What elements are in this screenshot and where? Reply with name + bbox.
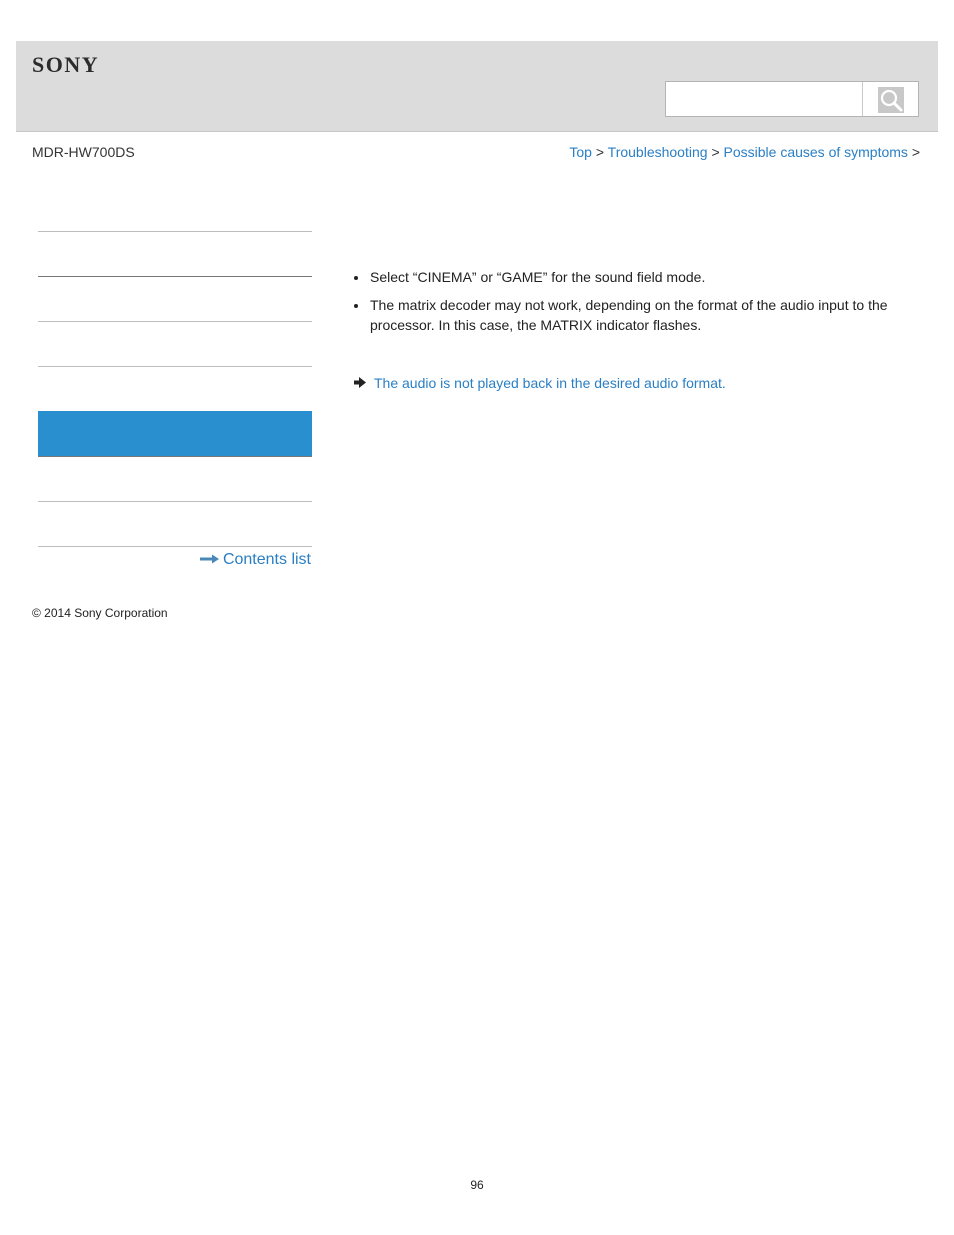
site-header [16,41,938,132]
contents-list-link[interactable] [200,551,311,569]
product-name: MDR-HW700DS [32,144,135,160]
search-input[interactable] [666,82,862,116]
search-icon [878,87,904,113]
bullet-dot [354,304,358,308]
search-button[interactable] [862,82,918,116]
sidebar-item-1[interactable] [38,231,312,276]
list-item [352,267,892,287]
related-topic [354,375,726,391]
sidebar-item-4[interactable] [38,366,312,411]
bullet-text: Select “CINEMA” or “GAME” for the sound field mode. [370,269,706,285]
breadcrumb-troubleshooting-link[interactable]: Troubleshooting [607,144,708,160]
sidebar-item-3[interactable] [38,321,312,366]
breadcrumb-separator: > [595,144,605,160]
arrow-right-icon [200,551,219,569]
contents-list-label: Contents list [222,551,311,568]
arrow-right-icon [354,375,366,391]
bullet-dot [354,276,358,280]
sidebar-item-2[interactable] [38,276,312,321]
bullet-list [352,267,892,335]
search-box [665,81,919,117]
copyright: © 2014 Sony Corporation [32,606,168,620]
sidebar-item-7[interactable] [38,501,312,547]
bullet-text: The matrix decoder may not work, depending on the format of the audio input to the processor. In this case, the MATRIX indicator flashes. [370,297,888,333]
breadcrumb-separator: > [911,144,920,160]
sidebar-item-6[interactable] [38,456,312,501]
list-item [352,295,892,335]
related-topic-link[interactable]: The audio is not played back in the desired audio format. [374,375,726,391]
sony-logo[interactable]: SONY [32,52,100,77]
page-number: 96 [470,1178,484,1192]
breadcrumb-separator: > [711,144,720,160]
breadcrumb-possible-causes-link[interactable]: Possible causes of symptoms [723,144,908,160]
main-content [352,267,892,391]
sidebar-item-active[interactable] [38,411,312,456]
sidebar-nav [38,231,312,568]
breadcrumb [569,144,920,160]
breadcrumb-top-link[interactable]: Top [569,144,592,160]
